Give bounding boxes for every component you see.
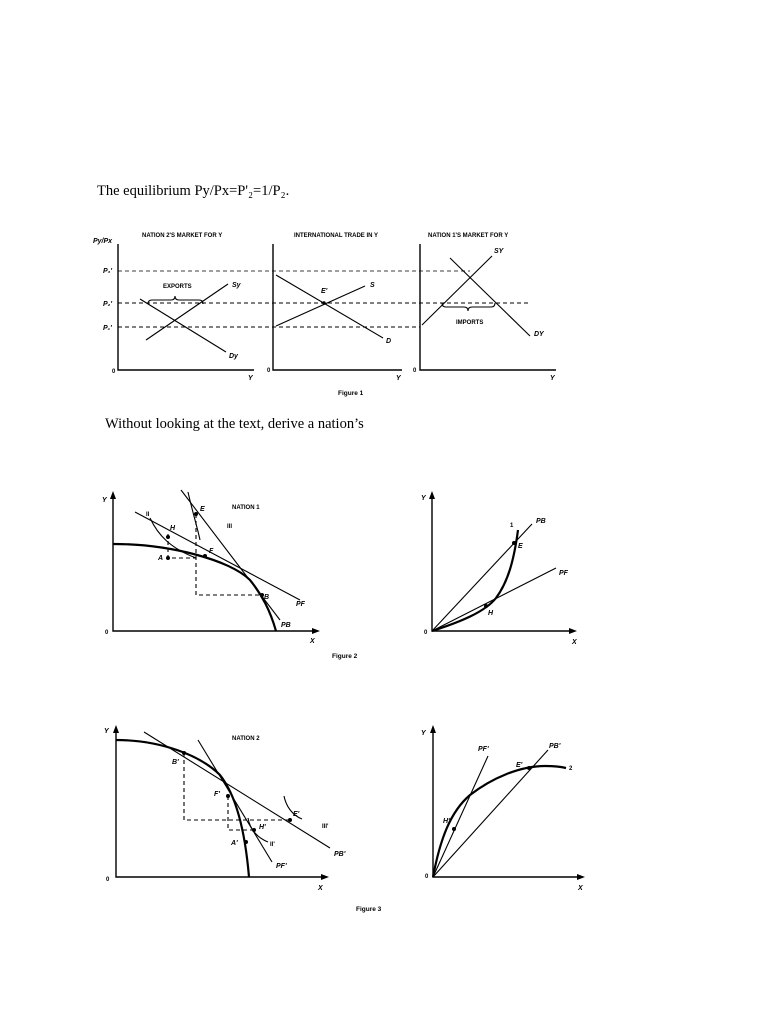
- fig2-left-dot-f: [203, 554, 207, 558]
- fig2-right-dot-e: [512, 541, 516, 545]
- fig1-p3-xaxis: Y: [550, 375, 555, 382]
- fig2-right-pb-label: PB: [536, 518, 546, 525]
- fig3-right-xaxis: X: [578, 885, 583, 892]
- fig1-price-p3: P₃': [103, 268, 113, 275]
- fig2-left-pb-label: PB: [281, 622, 291, 629]
- fig2-left-label-e: E: [200, 506, 205, 513]
- fig3-left-indiff-ii-label: II': [270, 842, 275, 848]
- fig3-right-x-arrow: [577, 874, 585, 880]
- fig2-left-yaxis: Y: [102, 497, 107, 504]
- fig1-price-p1: P₁': [103, 325, 112, 332]
- fig3-left-dot-a: [244, 840, 248, 844]
- fig1-p3-origin: 0: [413, 368, 417, 374]
- fig3-left-label-b: B': [172, 759, 179, 766]
- fig2-right-y-arrow: [429, 491, 435, 499]
- fig2-left-label-h: H: [170, 525, 176, 532]
- fig3-right-origin: 0: [425, 874, 429, 880]
- fig2-right-curve-label: 1: [510, 523, 514, 529]
- fig2-right-label-e: E: [518, 543, 523, 550]
- fig3-right-offer-curve: [433, 766, 566, 877]
- fig1-panel3-title: NATION 1'S MARKET FOR Y: [428, 233, 509, 239]
- fig2-left-label-a: A: [158, 555, 164, 562]
- fig2-left-x-arrow: [312, 628, 320, 634]
- fig3-left-axes: [116, 730, 325, 877]
- fig2-left-indiff-iii-label: III: [227, 524, 233, 530]
- fig3-left-indiff-iii-label: III': [322, 824, 329, 830]
- fig3-left-xaxis: X: [318, 885, 323, 892]
- fig3-left-dot-f: [226, 794, 230, 798]
- fig1-p1-axes: [118, 244, 254, 370]
- fig1-p3-demand-label: DY: [534, 331, 544, 338]
- fig3-right-axes: [433, 730, 581, 877]
- fig3-left-dot-e: [288, 818, 292, 822]
- fig1-panel-3: [413, 244, 556, 382]
- fig1-p1-demand-label: Dy: [229, 353, 238, 360]
- fig1-panel-1: [112, 244, 254, 382]
- fig1-p2-equilibrium-dot: [322, 301, 326, 305]
- fig2-right-panel: [421, 491, 578, 646]
- fig3-right-curve-label: 2: [569, 766, 573, 772]
- fig1-imports-label: IMPORTS: [456, 320, 484, 326]
- fig1-panel1-title: NATION 2'S MARKET FOR Y: [142, 233, 223, 239]
- fig2-left-label-b: B: [264, 594, 270, 601]
- fig2-left-xaxis: X: [310, 638, 315, 645]
- fig1-p3-supply-label: SY: [494, 248, 504, 255]
- fig1-p1-supply-line: [146, 284, 228, 340]
- fig1-p2-xaxis: Y: [396, 375, 401, 382]
- fig3-left-pb-label: PB': [334, 851, 346, 858]
- fig1-p3-supply-line: [422, 256, 492, 325]
- fig1-exports-label: EXPORTS: [163, 284, 192, 290]
- fig1-caption: Figure 1: [338, 390, 364, 397]
- fig3-right-yaxis: Y: [421, 730, 426, 737]
- fig3-left-label-h: H': [259, 824, 266, 831]
- fig3-right-y-arrow: [430, 725, 436, 733]
- fig3-right-dot-h: [452, 827, 456, 831]
- fig2-left-label-f: F: [209, 548, 214, 555]
- fig1-p2-demand-label: D: [386, 338, 392, 345]
- fig3-left-y-arrow: [113, 725, 119, 733]
- fig2-right-pf-label: PF: [559, 570, 568, 577]
- fig2-left-title: NATION 1: [232, 505, 260, 511]
- fig1-yaxis-label: Py/Px: [93, 238, 113, 245]
- fig3-left-label-f: F': [214, 791, 220, 798]
- fig3-left-label-e: E': [293, 811, 300, 818]
- fig3-left-x-arrow: [321, 874, 329, 880]
- instruction-text: Without looking at the text, derive a nation’s: [105, 416, 364, 432]
- fig3-left-dot-b: [182, 751, 186, 755]
- fig2-right-x-arrow: [569, 628, 577, 634]
- fig1-p2-point-label: E': [321, 288, 328, 295]
- fig3-left-yaxis: Y: [104, 728, 109, 735]
- fig3-left-title: NATION 2: [232, 736, 260, 742]
- fig1-p1-demand-line: [140, 299, 226, 352]
- fig3-left-dot-h: [252, 828, 256, 832]
- fig3-right-pf-label: PF': [478, 746, 489, 753]
- fig3-right-pb-line: [433, 750, 548, 877]
- fig2-left-panel: [102, 490, 320, 645]
- fig2-left-dot-e: [194, 512, 198, 516]
- fig2-right-dot-h: [484, 604, 488, 608]
- fig2-left-indiff-ii-label: II: [146, 512, 150, 518]
- fig3-left-panel: [104, 725, 346, 892]
- fig3-caption: Figure 3: [356, 906, 382, 913]
- fig3-right-panel: [421, 725, 585, 892]
- fig3-right-pf-line: [433, 756, 488, 877]
- fig3-right-label-e: E': [516, 762, 523, 769]
- fig3-right-pb-label: PB': [549, 743, 561, 750]
- fig1-panel-2: [267, 244, 402, 382]
- fig1-price-p2: P₂': [103, 301, 113, 308]
- fig2-right-label-h: H: [488, 610, 494, 617]
- fig2-left-dot-h: [166, 535, 170, 539]
- fig2-right-offer-curve: [432, 530, 518, 631]
- fig2-right-origin: 0: [424, 630, 428, 636]
- figure-3: [104, 725, 585, 913]
- fig2-left-dot-a: [166, 556, 170, 560]
- fig3-right-dot-e: [527, 766, 531, 770]
- fig2-right-axes: [432, 496, 573, 631]
- fig1-imports-brace: [442, 303, 495, 311]
- figure-1: [93, 233, 556, 397]
- fig2-right-xaxis: X: [572, 639, 577, 646]
- fig1-p2-axes: [273, 244, 402, 370]
- fig3-left-pf-label: PF': [276, 863, 287, 870]
- equilibrium-text: The equilibrium Py/Px=P'₂=1/P₂.: [97, 183, 290, 199]
- fig2-left-y-arrow: [110, 491, 116, 499]
- fig2-left-pf-label: PF: [296, 601, 305, 608]
- fig1-p2-supply-label: S: [370, 282, 375, 289]
- fig3-left-pb-line: [144, 732, 330, 848]
- fig2-left-indiff-iii: [188, 492, 200, 540]
- fig1-p2-demand-line: [276, 275, 383, 338]
- fig3-left-label-a: A': [231, 840, 238, 847]
- figure-2: [102, 490, 578, 660]
- fig1-p1-origin: 0: [112, 369, 116, 375]
- fig1-p2-origin: 0: [267, 368, 271, 374]
- fig1-panel2-title: INTERNATIONAL TRADE IN Y: [294, 233, 379, 239]
- fig1-p1-xaxis: Y: [248, 375, 253, 382]
- fig3-left-ppf: [116, 740, 249, 877]
- fig3-right-label-h: H': [443, 818, 450, 825]
- fig2-caption: Figure 2: [332, 653, 358, 660]
- fig2-left-origin: 0: [105, 630, 109, 636]
- fig2-right-yaxis: Y: [421, 495, 426, 502]
- fig3-left-origin: 0: [106, 877, 110, 883]
- fig1-p1-supply-label: Sy: [232, 282, 241, 289]
